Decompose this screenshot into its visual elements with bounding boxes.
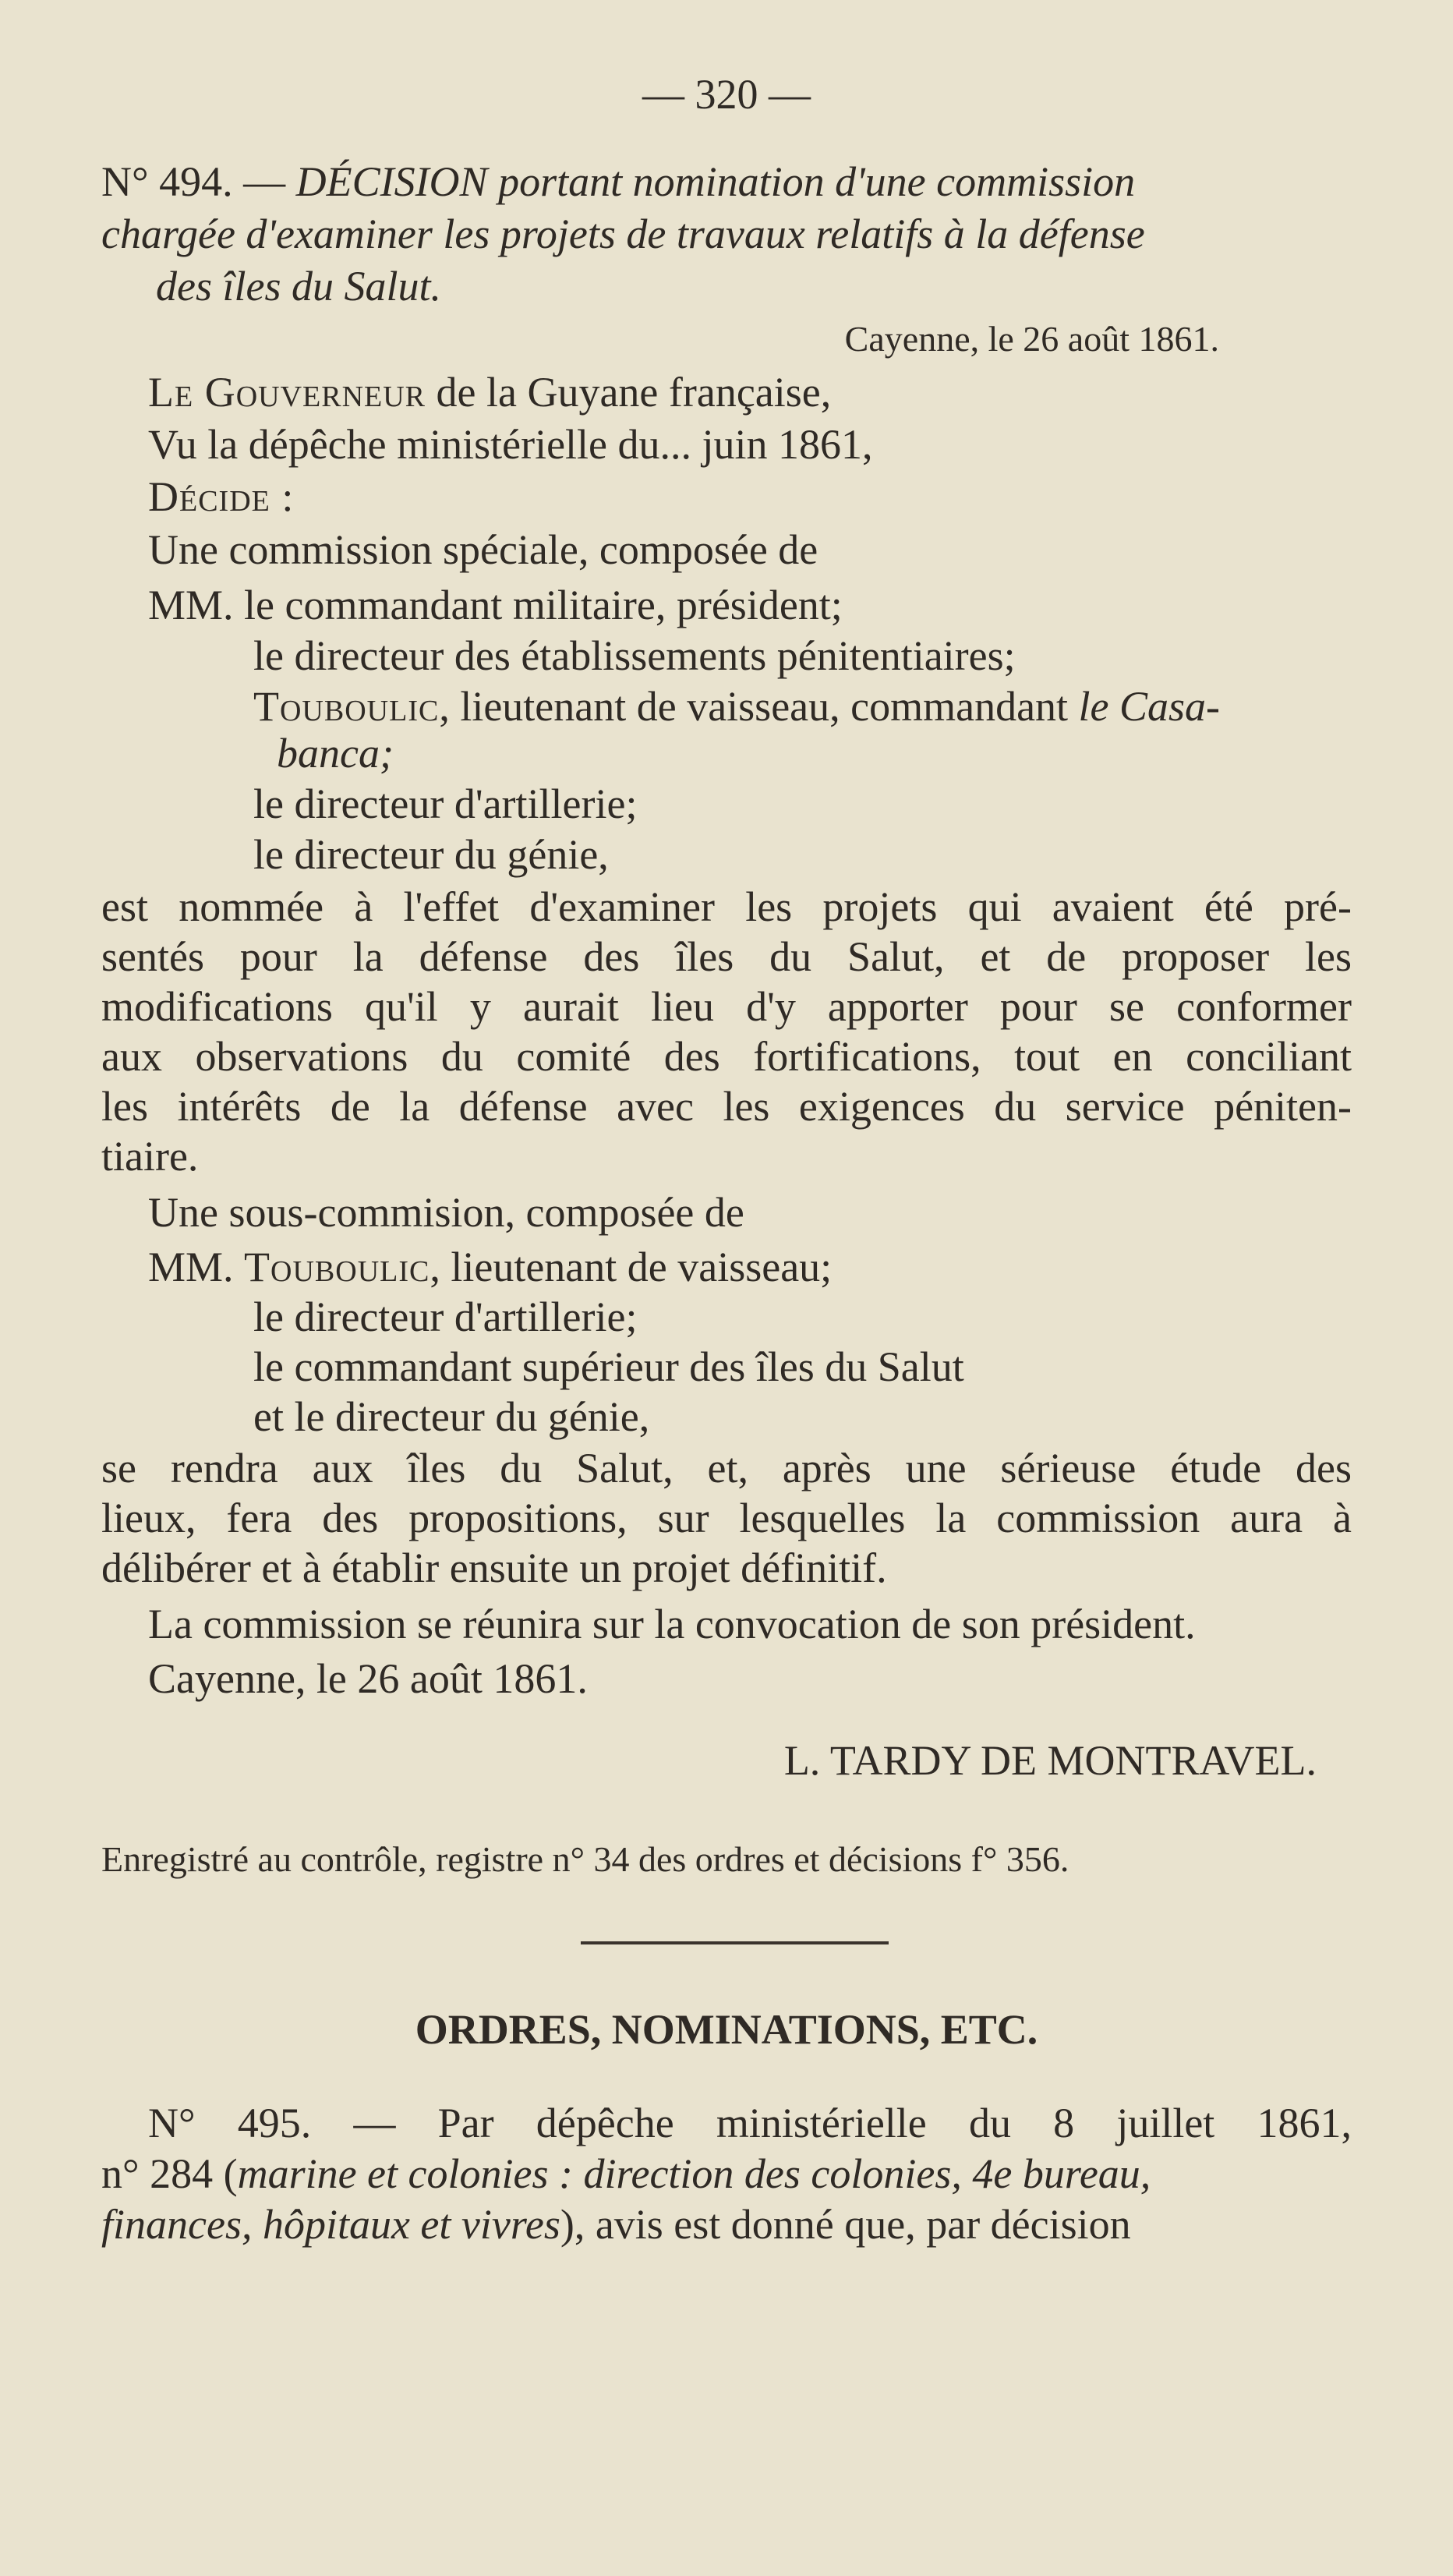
sub-member-1-rest: , lieutenant de vaisseau; (430, 1244, 833, 1290)
decision-title-2: chargée d'examiner les projets de travaux relatifs à la défense (101, 211, 1145, 257)
body-paragraph-2-line-1: se rendra aux îles du Salut, et, après une sérieuse étude des (101, 1445, 1352, 1491)
member-5: le directeur du génie, (253, 831, 609, 878)
order-line-1: N° 495. — Par dépêche ministérielle du 8 juillet 1861, (148, 2100, 1352, 2146)
member-1: le commandant militaire, président; (244, 582, 843, 628)
order-line-2-start: n° 284 ( (101, 2150, 238, 2197)
member-3-ship: le Casa- (1078, 683, 1221, 730)
sub-members-prefix: MM. (148, 1244, 234, 1290)
order-line-3-italic: finances, hôpitaux et vivres (101, 2201, 560, 2248)
decision-dateline: Cayenne, le 26 août 1861. (844, 319, 1219, 359)
body-paragraph-1-line-6: tiaire. (101, 1133, 199, 1180)
decision-number: N° 494. — (101, 158, 286, 205)
order-line-2-italic: marine et colonies : direction des colonies, 4e bureau, (237, 2150, 1151, 2197)
sub-member-3: le commandant supérieur des îles du Salut (253, 1343, 964, 1390)
member-2: le directeur des établissements pénitentiaires; (253, 632, 1016, 679)
member-3-name: Touboulic (253, 683, 440, 730)
member-line-1 (148, 579, 1352, 631)
member-3-rest: , lieutenant de vaisseau, commandant (439, 683, 1069, 730)
order-line-3 (101, 2199, 1352, 2250)
body-paragraph-1-line-2: sentés pour la défense des îles du Salut, et de proposer les (101, 933, 1352, 980)
sub-member-4: et le directeur du génie, (253, 1393, 650, 1440)
governor-rest: de la Guyane française, (436, 369, 832, 416)
body-paragraph-2-line-3: délibérer et à établir ensuite un projet définitif. (101, 1545, 887, 1591)
member-3-ship-cont: banca; (277, 730, 394, 777)
order-line-2 (101, 2148, 1352, 2199)
registration-note: Enregistré au contrôle, registre n° 34 des ordres et décisions f° 356. (101, 1839, 1069, 1879)
order-line-3-end: ), avis est donné que, par décision (560, 2201, 1131, 2248)
members-prefix: MM. (148, 582, 234, 628)
sub-member-line-1 (148, 1241, 1352, 1293)
decision-title-3: des îles du Salut. (156, 263, 441, 310)
convocation-line: La commission se réunira sur la convocation de son président. (148, 1601, 1196, 1647)
sub-member-2: le directeur d'artillerie; (253, 1293, 638, 1340)
body-paragraph-1-line-3: modifications qu'il y aurait lieu d'y apporter pour se conformer (101, 983, 1352, 1030)
commission-intro: Une commission spéciale, composée de (148, 526, 818, 573)
body-paragraph-1-line-4: aux observations du comité des fortifications, tout en conciliant (101, 1033, 1352, 1080)
body-paragraph-1-line-1: est nommée à l'effet d'examiner les projets qui avaient été pré- (101, 883, 1352, 930)
sub-member-1-name: Touboulic (244, 1244, 430, 1290)
governor-line (148, 366, 1352, 418)
body-paragraph-2-line-2: lieux, fera des propositions, sur lesquelles la commission aura à (101, 1495, 1352, 1541)
member-line-3 (253, 681, 1352, 732)
decision-heading-line-1 (101, 156, 1352, 207)
signature: L. TARDY DE MONTRAVEL. (783, 1737, 1317, 1784)
section-heading: ORDRES, NOMINATIONS, ETC. (415, 2006, 1038, 2053)
governor-title: Le Gouverneur (148, 369, 426, 416)
closing-date: Cayenne, le 26 août 1861. (148, 1655, 588, 1702)
vu-line: Vu la dépêche ministérielle du... juin 1861, (148, 421, 873, 468)
decide-line: Décide : (148, 473, 295, 520)
section-divider (581, 1941, 889, 1944)
subcommission-intro: Une sous-commision, composée de (148, 1189, 744, 1236)
page-number: — 320 — (642, 71, 811, 118)
member-4: le directeur d'artillerie; (253, 780, 638, 827)
decision-title-1: DÉCISION portant nomination d'une commission (295, 158, 1136, 205)
body-paragraph-1-line-5: les intérêts de la défense avec les exigences du service péniten- (101, 1083, 1352, 1130)
